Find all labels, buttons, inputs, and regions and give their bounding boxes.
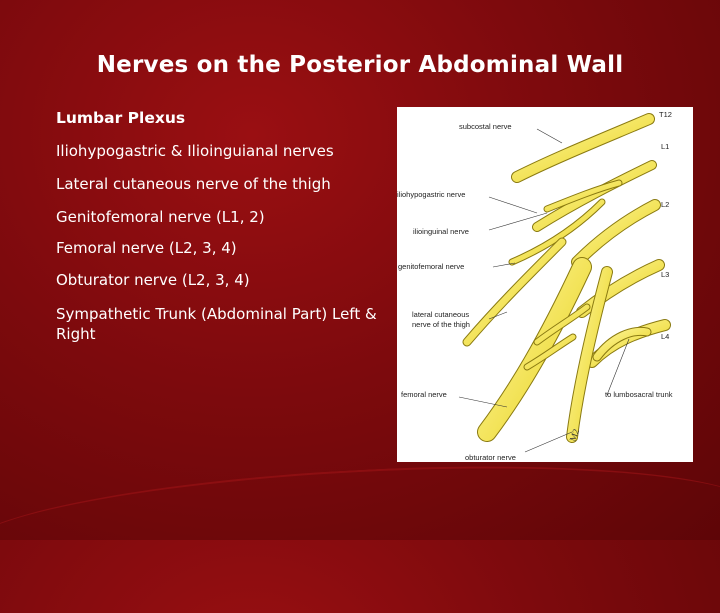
level-l4: L4 [661,332,670,341]
label-femoral: femoral nerve [401,390,447,399]
nerve-diagram [397,107,693,462]
label-ilioinguinal: ilioinguinal nerve [413,227,469,236]
nerve-illustration [397,107,693,462]
label-genitofemoral: genitofemoral nerve [398,262,465,271]
label-lateral-cutaneous-1: lateral cutaneous [412,310,470,319]
bullet-femoral: Femoral nerve (L2, 3, 4) [56,239,237,257]
label-lumbosacral: to lumbosacral trunk [605,390,673,399]
subcostal-nerve [517,119,649,177]
level-l2: L2 [661,200,670,209]
level-l1: L1 [661,142,670,151]
slide-title: Nerves on the Posterior Abdominal Wall [96,52,624,78]
level-l3: L3 [661,270,670,279]
decorative-sweep [0,449,720,613]
level-t12: T12 [659,110,672,119]
label-lateral-cutaneous-2: nerve of the thigh [412,320,470,329]
label-obturator: obturator nerve [465,453,516,462]
bullet-genitofemoral: Genitofemoral nerve (L1, 2) [56,208,265,226]
label-iliohypogastric: iliohypogastric nerve [397,190,466,199]
bullet-lumbar-plexus: Lumbar Plexus [56,109,186,127]
artist-signature: M2 [567,427,582,443]
femoral-nerve [487,267,582,432]
bullet-obturator: Obturator nerve (L2, 3, 4) [56,271,250,289]
bullet-lateral-cutaneous: Lateral cutaneous nerve of the thigh [56,175,331,193]
bullet-iliohypogastric: Iliohypogastric & Ilioinguianal nerves [56,142,334,160]
label-subcostal: subcostal nerve [459,122,512,131]
bullet-sympathetic-trunk: Sympathetic Trunk (Abdominal Part) Left & Right [56,305,377,343]
